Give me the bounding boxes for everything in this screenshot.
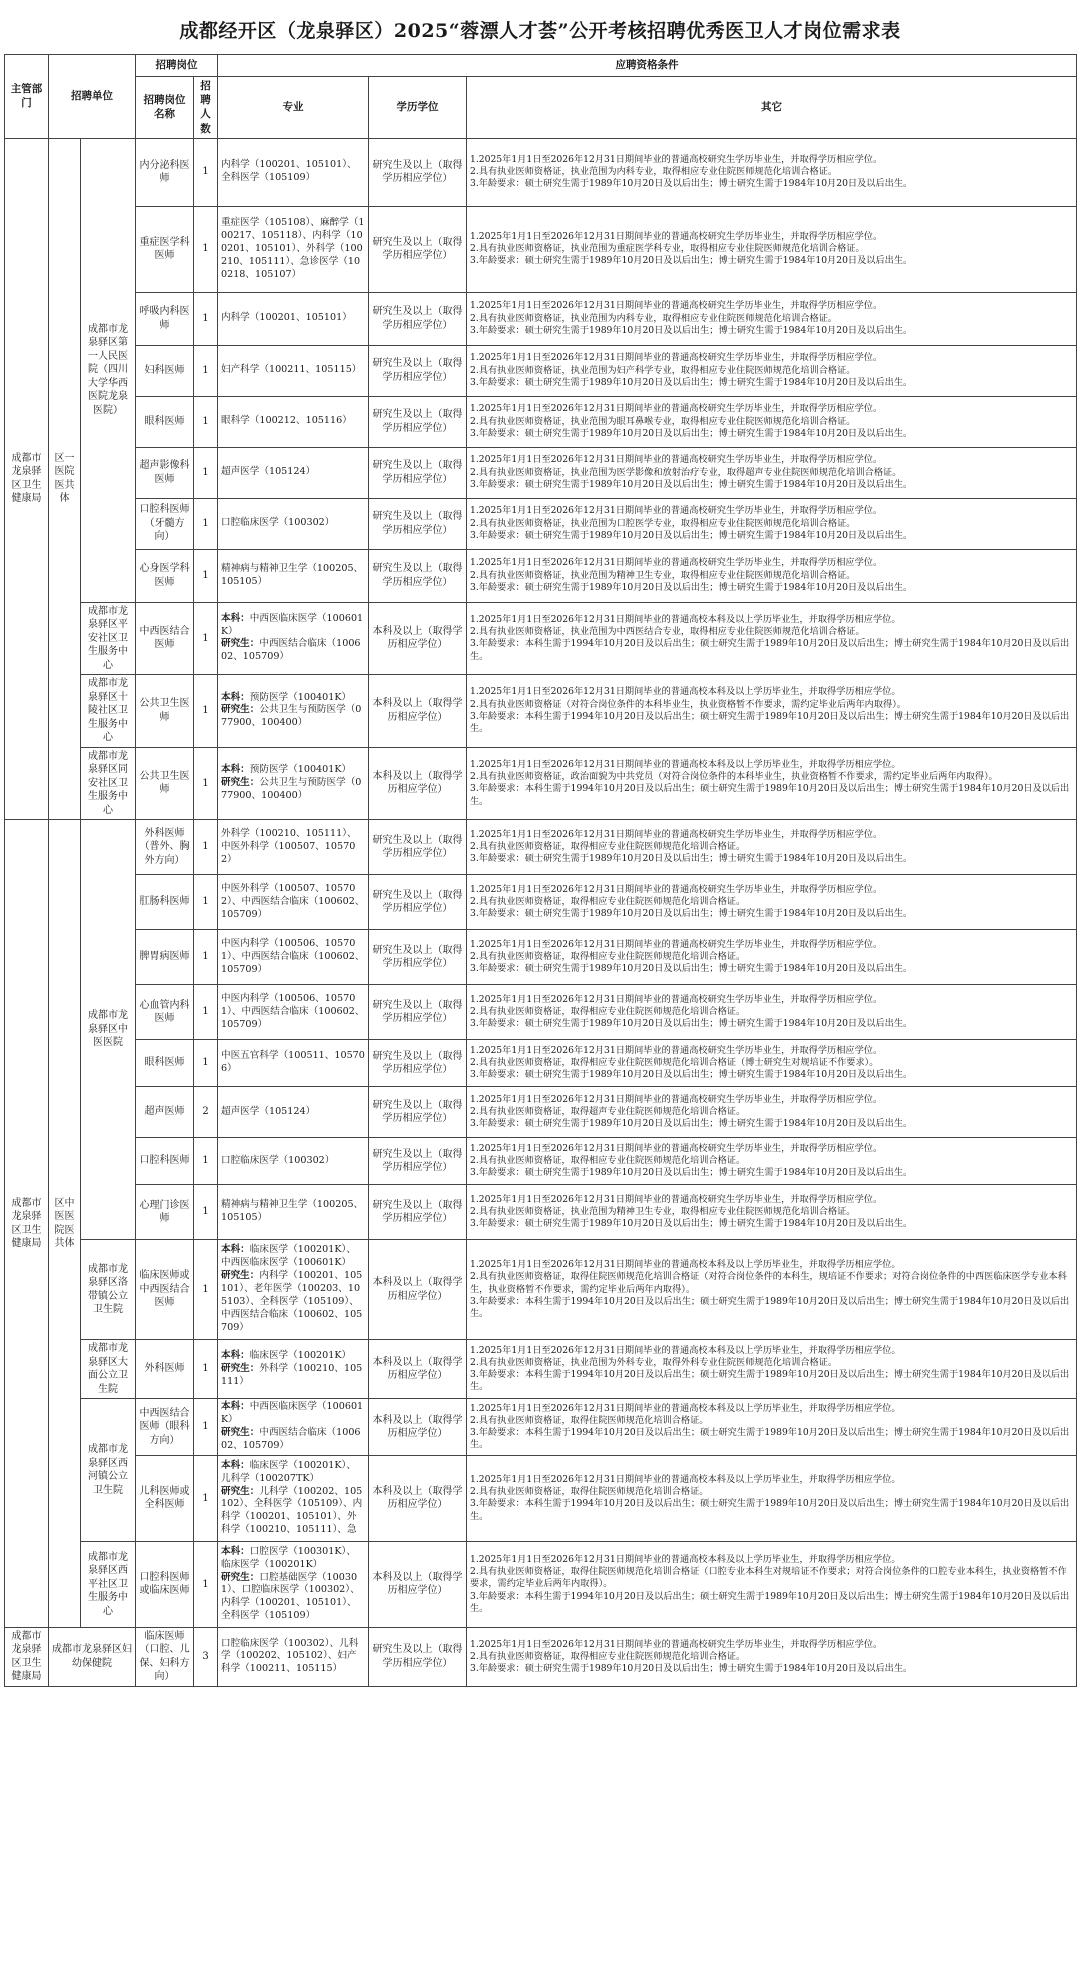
- unit-cell: 成都市龙泉驿区大面公立卫生院: [81, 1340, 136, 1399]
- major-cell: 中医五官科学（100511、105706）: [218, 1040, 369, 1087]
- requirements-cell: 1.2025年1月1日至2026年12月31日期间毕业的普通高校研究生学历毕业生，并取得学历相应学位。 2.具有执业医师资格证，取得相应专业住院医师规范化培训合格证。 3.年龄要求：硕士研究生需于1989年10月20日及以后出生；博士研究生需于1984年10月20日及以后出生。: [467, 820, 1077, 875]
- post-name-cell: 中西医结合医师（眼科方向）: [136, 1399, 194, 1456]
- degree-majors: 临床医学（100201K）、中西医临床医学（100601K）: [221, 1244, 356, 1269]
- education-cell: 本科及以上（取得学历相应学位）: [369, 1541, 467, 1627]
- post-name-cell: 眼科医师: [136, 396, 194, 447]
- requirements-cell: 1.2025年1月1日至2026年12月31日期间毕业的普通高校研究生学历毕业生，并取得学历相应学位。 2.具有执业医师资格证，执业范围为精神卫生专业，取得相应专业住院医师规范化培训合格证。 3.年龄要求：硕士研究生需于1989年10月20日及以后出生；博士研究生需于1984年10月20日及以后出生。: [467, 549, 1077, 602]
- post-count-cell: 1: [194, 206, 218, 292]
- requirements-cell: 1.2025年1月1日至2026年12月31日期间毕业的普通高校本科及以上学历毕业生，并取得学历相应学位。 2.具有执业医师资格证（对符合岗位条件的本科毕业生，执业资格暂不作要求，需约定毕业后两年内取得）。 3.年龄要求：本科生需于1994年10月20日及以后出生；硕士研究生需于1989年10月20日及以后出生；博士研究生需于1984年10月20日及以后出生。: [467, 675, 1077, 748]
- education-cell: 研究生及以上（取得学历相应学位）: [369, 1040, 467, 1087]
- table-row: [5, 396, 1077, 447]
- unit-cell: 成都市龙泉驿区洛带镇公立卫生院: [81, 1240, 136, 1340]
- post-count-cell: 1: [194, 747, 218, 820]
- table-row: [5, 820, 1077, 875]
- requirements-cell: 1.2025年1月1日至2026年12月31日期间毕业的普通高校本科及以上学历毕业生，并取得学历相应学位。 2.具有执业医师资格证，取得住院医师规范化培训合格证。 3.年龄要求：本科生需于1994年10月20日及以后出生；硕士研究生需于1989年10月20日及以后出生；博士研究生需于1984年10月20日及以后出生。: [467, 1399, 1077, 1456]
- major-cell: 口腔临床医学（100302）、儿科学（100202、105102）、妇产科学（100211、105115）: [218, 1627, 369, 1686]
- degree-label: 本科：: [221, 612, 250, 624]
- requirements-cell: 1.2025年1月1日至2026年12月31日期间毕业的普通高校研究生学历毕业生，并取得学历相应学位。 2.具有执业医师资格证，取得相应专业住院医师规范化培训合格证。 3.年龄要求：硕士研究生需于1989年10月20日及以后出生；博士研究生需于1984年10月20日及以后出生。: [467, 1627, 1077, 1686]
- degree-label: 研究生：: [221, 1270, 260, 1282]
- degree-majors: 中西医临床医学（100601K）: [221, 612, 364, 637]
- major-cell: [218, 675, 369, 748]
- degree-majors: 口腔基础医学（100301）、口腔临床医学（100302）、内科学（100201、105101）、全科医学（105109）: [221, 1571, 360, 1622]
- post-count-cell: 1: [194, 1185, 218, 1240]
- dept-cell: 成都市龙泉驿区卫生健康局: [5, 138, 49, 820]
- header-conditions: 应聘资格条件: [218, 55, 1077, 77]
- table-row: [5, 345, 1077, 396]
- major-cell: 眼科学（100212、105116）: [218, 396, 369, 447]
- table-row: [5, 1541, 1077, 1627]
- community-cell: 区中医医院医共体: [49, 820, 81, 1628]
- post-name-cell: 口腔科医师（牙髓方向）: [136, 498, 194, 549]
- post-count-cell: 1: [194, 875, 218, 930]
- education-cell: 研究生及以上（取得学历相应学位）: [369, 138, 467, 206]
- table-row: [5, 675, 1077, 748]
- major-cell: [218, 602, 369, 675]
- requirements-cell: 1.2025年1月1日至2026年12月31日期间毕业的普通高校本科及以上学历毕业生，并取得学历相应学位。 2.具有执业医师资格证，取得住院医师规范化培训合格证（口腔专业本科生对规培证不作要求；对符合岗位条件的口腔专业本科生，执业资格暂不作要求，需约定毕业后两年内取得）。 3.年龄要求：本科生需于1994年10月20日及以后出生；硕士研究生需于1989年10月20日及以后出生；博士研究生需于1984年10月20日及以后出生。: [467, 1541, 1077, 1627]
- community-cell: 区一医院医共体: [49, 138, 81, 820]
- major-cell: 精神病与精神卫生学（100205、105105）: [218, 549, 369, 602]
- degree-label: 本科：: [221, 1401, 250, 1413]
- degree-majors: 临床医学（100201K）: [249, 1349, 352, 1361]
- major-cell: [218, 1240, 369, 1340]
- major-cell: 重症医学（105108）、麻醉学（100217、105118）、内科学（100201、105101）、外科学（100210、105111）、急诊医学（100218、105107）: [218, 206, 369, 292]
- header-other: 其它: [467, 77, 1077, 139]
- education-cell: 本科及以上（取得学历相应学位）: [369, 1240, 467, 1340]
- major-cell: [218, 1399, 369, 1456]
- requirements-cell: 1.2025年1月1日至2026年12月31日期间毕业的普通高校研究生学历毕业生，并取得学历相应学位。 2.具有执业医师资格证，执业范围为精神卫生专业，取得相应专业住院医师规范化培训合格证。 3.年龄要求：硕士研究生需于1989年10月20日及以后出生；博士研究生需于1984年10月20日及以后出生。: [467, 1185, 1077, 1240]
- dept-cell: 成都市龙泉驿区卫生健康局: [5, 820, 49, 1628]
- post-name-cell: 呼吸内科医师: [136, 292, 194, 345]
- page-title: 成都经开区（龙泉驿区）2025“蓉漂人才荟”公开考核招聘优秀医卫人才岗位需求表: [179, 20, 901, 42]
- requirements-cell: 1.2025年1月1日至2026年12月31日期间毕业的普通高校研究生学历毕业生，并取得学历相应学位。 2.具有执业医师资格证，执业范围为眼耳鼻喉专业，取得相应专业住院医师规范化培训合格证。 3.年龄要求：硕士研究生需于1989年10月20日及以后出生；博士研究生需于1984年10月20日及以后出生。: [467, 396, 1077, 447]
- post-count-cell: 1: [194, 930, 218, 985]
- header-major: 专业: [218, 77, 369, 139]
- education-cell: 本科及以上（取得学历相应学位）: [369, 1340, 467, 1399]
- requirements-cell: 1.2025年1月1日至2026年12月31日期间毕业的普通高校研究生学历毕业生，并取得学历相应学位。 2.具有执业医师资格证，执业范围为内科专业，取得相应专业住院医师规范化培训合格证。 3.年龄要求：硕士研究生需于1989年10月20日及以后出生；博士研究生需于1984年10月20日及以后出生。: [467, 138, 1077, 206]
- unit-cell: 成都市龙泉驿区同安社区卫生服务中心: [81, 747, 136, 820]
- post-count-cell: 1: [194, 1541, 218, 1627]
- education-cell: 研究生及以上（取得学历相应学位）: [369, 498, 467, 549]
- education-cell: 本科及以上（取得学历相应学位）: [369, 747, 467, 820]
- table-row: [5, 1185, 1077, 1240]
- unit-cell: 成都市龙泉驿区西河镇公立卫生院: [81, 1399, 136, 1542]
- major-cell: 内科学（100201、105101）: [218, 292, 369, 345]
- table-row: [5, 1040, 1077, 1087]
- table-row: [5, 602, 1077, 675]
- education-cell: 研究生及以上（取得学历相应学位）: [369, 1138, 467, 1185]
- post-name-cell: 超声影像科医师: [136, 447, 194, 498]
- post-name-cell: 口腔科医师: [136, 1138, 194, 1185]
- post-name-cell: 临床医师（口腔、儿保、妇科方向）: [136, 1627, 194, 1686]
- dept-cell: 成都市龙泉驿区卫生健康局: [5, 1627, 49, 1686]
- degree-majors: 中西医临床医学（100601K）: [221, 1401, 364, 1426]
- post-count-cell: 1: [194, 1138, 218, 1185]
- post-count-cell: 1: [194, 1399, 218, 1456]
- major-cell: 外科学（100210、105111）、中医外科学（100507、105702）: [218, 820, 369, 875]
- education-cell: 研究生及以上（取得学历相应学位）: [369, 1185, 467, 1240]
- table-row: [5, 985, 1077, 1040]
- requirements-cell: 1.2025年1月1日至2026年12月31日期间毕业的普通高校研究生学历毕业生，并取得学历相应学位。 2.具有执业医师资格证，执业范围为妇产科学专业，取得相应专业住院医师规范化培训合格证。 3.年龄要求：硕士研究生需于1989年10月20日及以后出生；博士研究生需于1984年10月20日及以后出生。: [467, 345, 1077, 396]
- post-count-cell: 2: [194, 1087, 218, 1138]
- degree-label: 研究生：: [221, 1571, 260, 1583]
- post-count-cell: 1: [194, 985, 218, 1040]
- unit-cell: 成都市龙泉驿区中医医院: [81, 820, 136, 1240]
- education-cell: 研究生及以上（取得学历相应学位）: [369, 820, 467, 875]
- education-cell: 研究生及以上（取得学历相应学位）: [369, 345, 467, 396]
- major-cell: 妇产科学（100211、105115）: [218, 345, 369, 396]
- post-count-cell: 3: [194, 1627, 218, 1686]
- degree-label: 研究生：: [221, 638, 260, 650]
- post-count-cell: 1: [194, 675, 218, 748]
- post-count-cell: 1: [194, 138, 218, 206]
- table-row: [5, 930, 1077, 985]
- requirements-cell: 1.2025年1月1日至2026年12月31日期间毕业的普通高校研究生学历毕业生，并取得学历相应学位。 2.具有执业医师资格证，取得相应专业住院医师规范化培训合格证。 3.年龄要求：硕士研究生需于1989年10月20日及以后出生；博士研究生需于1984年10月20日及以后出生。: [467, 1138, 1077, 1185]
- degree-label: 研究生：: [221, 1485, 260, 1497]
- major-cell: 中医内科学（100506、105701）、中西医结合临床（100602、105709）: [218, 985, 369, 1040]
- degree-majors: 公共卫生与预防医学（077900、100400）: [221, 704, 362, 729]
- post-name-cell: 口腔科医师或临床医师: [136, 1541, 194, 1627]
- requirements-cell: 1.2025年1月1日至2026年12月31日期间毕业的普通高校本科及以上学历毕业生，并取得学历相应学位。 2.具有执业医师资格证，政治面貌为中共党员（对符合岗位条件的本科毕业生，执业资格暂不作要求，需约定毕业后两年内取得）。 3.年龄要求：本科生需于1994年10月20日及以后出生；硕士研究生需于1989年10月20日及以后出生；博士研究生需于1984年10月20日及以后出生。: [467, 747, 1077, 820]
- header-post-count: 招聘人数: [194, 77, 218, 139]
- table-row: [5, 1138, 1077, 1185]
- education-cell: 本科及以上（取得学历相应学位）: [369, 602, 467, 675]
- degree-majors: 口腔医学（100301K）、临床医学（100201K）: [221, 1545, 356, 1570]
- table-row: [5, 875, 1077, 930]
- post-name-cell: 重症医学科医师: [136, 206, 194, 292]
- table-row: [5, 447, 1077, 498]
- education-cell: 研究生及以上（取得学历相应学位）: [369, 396, 467, 447]
- education-cell: 研究生及以上（取得学历相应学位）: [369, 292, 467, 345]
- education-cell: 研究生及以上（取得学历相应学位）: [369, 549, 467, 602]
- requirements-cell: 1.2025年1月1日至2026年12月31日期间毕业的普通高校研究生学历毕业生，并取得学历相应学位。 2.具有执业医师资格证，取得相应专业住院医师规范化培训合格证。 3.年龄要求：硕士研究生需于1989年10月20日及以后出生；博士研究生需于1984年10月20日及以后出生。: [467, 875, 1077, 930]
- table-row: [5, 138, 1077, 206]
- table-row: [5, 206, 1077, 292]
- header-post-name: 招聘岗位名称: [136, 77, 194, 139]
- unit-cell: 成都市龙泉驿区十陵社区卫生服务中心: [81, 675, 136, 748]
- degree-majors: 预防医学（100401K）: [249, 691, 352, 703]
- degree-label: 本科：: [221, 1545, 250, 1557]
- education-cell: 研究生及以上（取得学历相应学位）: [369, 1087, 467, 1138]
- major-cell: 口腔临床医学（100302）: [218, 1138, 369, 1185]
- education-cell: 研究生及以上（取得学历相应学位）: [369, 447, 467, 498]
- header-post-group: 招聘岗位: [136, 55, 218, 77]
- degree-majors: 中西医结合临床（100602、105709）: [221, 1427, 361, 1451]
- post-name-cell: 脾胃病医师: [136, 930, 194, 985]
- education-cell: 研究生及以上（取得学历相应学位）: [369, 206, 467, 292]
- major-cell: 超声医学（105124）: [218, 447, 369, 498]
- requirements-cell: 1.2025年1月1日至2026年12月31日期间毕业的普通高校研究生学历毕业生，并取得学历相应学位。 2.具有执业医师资格证，执业范围为口腔医学专业，取得相应专业住院医师规范化培训合格证。 3.年龄要求：硕士研究生需于1989年10月20日及以后出生；博士研究生需于1984年10月20日及以后出生。: [467, 498, 1077, 549]
- table-row: [5, 292, 1077, 345]
- major-cell: [218, 1541, 369, 1627]
- post-name-cell: 公共卫生医师: [136, 747, 194, 820]
- post-name-cell: 妇科医师: [136, 345, 194, 396]
- degree-majors: 预防医学（100401K）: [249, 764, 352, 776]
- requirements-cell: 1.2025年1月1日至2026年12月31日期间毕业的普通高校研究生学历毕业生，并取得学历相应学位。 2.具有执业医师资格证，取得相应专业住院医师规范化培训合格证。 3.年龄要求：硕士研究生需于1989年10月20日及以后出生；博士研究生需于1984年10月20日及以后出生。: [467, 985, 1077, 1040]
- degree-label: 研究生：: [221, 704, 260, 716]
- post-name-cell: 临床医师或中西医结合医师: [136, 1240, 194, 1340]
- header-unit: 招聘单位: [49, 55, 136, 139]
- degree-majors: 中西医结合临床（100602、105709）: [221, 638, 361, 663]
- post-name-cell: 心血管内科医师: [136, 985, 194, 1040]
- major-cell: [218, 1455, 369, 1541]
- post-count-cell: 1: [194, 820, 218, 875]
- post-name-cell: 公共卫生医师: [136, 675, 194, 748]
- education-cell: 本科及以上（取得学历相应学位）: [369, 1455, 467, 1541]
- major-cell: 内科学（100201、105101）、全科医学（105109）: [218, 138, 369, 206]
- major-cell: 口腔临床医学（100302）: [218, 498, 369, 549]
- post-count-cell: 1: [194, 292, 218, 345]
- post-count-cell: 1: [194, 602, 218, 675]
- degree-majors: 内科学（100201、105101）、老年医学（100203、105103）、全科医学（105109）、中西医结合临床（100602、105709）: [221, 1270, 363, 1334]
- post-count-cell: 1: [194, 1040, 218, 1087]
- post-name-cell: 中西医结合医师: [136, 602, 194, 675]
- major-cell: [218, 1340, 369, 1399]
- post-name-cell: 心身医学科医师: [136, 549, 194, 602]
- post-name-cell: 心理门诊医师: [136, 1185, 194, 1240]
- degree-majors: 外科学（100210、105111）: [221, 1362, 363, 1387]
- post-count-cell: 1: [194, 345, 218, 396]
- post-name-cell: 儿科医师或全科医师: [136, 1455, 194, 1541]
- post-name-cell: 肛肠科医师: [136, 875, 194, 930]
- post-count-cell: 1: [194, 549, 218, 602]
- degree-majors: 临床医学（100201K）、儿科学（100207TK）: [221, 1459, 356, 1484]
- post-count-cell: 1: [194, 396, 218, 447]
- degree-majors: 儿科学（100202、105102）、全科医学（105109）、内科学（100201、105101）、外科学（100210、105111）、急: [221, 1485, 363, 1536]
- table-row: [5, 1455, 1077, 1541]
- post-count-cell: 1: [194, 498, 218, 549]
- requirements-cell: 1.2025年1月1日至2026年12月31日期间毕业的普通高校研究生学历毕业生，并取得学历相应学位。 2.具有执业医师资格证，取得相应专业住院医师规范化培训合格证（博士研究生对规培证不作要求）。 3.年龄要求：硕士研究生需于1989年10月20日及以后出生；博士研究生需于1984年10月20日及以后出生。: [467, 1040, 1077, 1087]
- post-name-cell: 外科医师: [136, 1340, 194, 1399]
- table-row: [5, 549, 1077, 602]
- post-name-cell: 超声医师: [136, 1087, 194, 1138]
- table-row: [5, 498, 1077, 549]
- degree-label: 研究生：: [221, 776, 260, 788]
- degree-label: 本科：: [221, 1244, 250, 1256]
- post-count-cell: 1: [194, 447, 218, 498]
- table-row: [5, 747, 1077, 820]
- table-row: [5, 1340, 1077, 1399]
- unit-cell: 成都市龙泉驿区妇幼保健院: [49, 1627, 136, 1686]
- requirements-cell: 1.2025年1月1日至2026年12月31日期间毕业的普通高校本科及以上学历毕业生，并取得学历相应学位。 2.具有执业医师资格证，执业范围为外科专业，取得外科专业住院医师规范化培训合格证。 3.年龄要求：本科生需于1994年10月20日及以后出生；硕士研究生需于1989年10月20日及以后出生；博士研究生需于1984年10月20日及以后出生。: [467, 1340, 1077, 1399]
- table-row: [5, 1399, 1077, 1456]
- degree-majors: 公共卫生与预防医学（077900、100400）: [221, 776, 362, 801]
- unit-cell: 成都市龙泉驿区西平社区卫生服务中心: [81, 1541, 136, 1627]
- requirements-cell: 1.2025年1月1日至2026年12月31日期间毕业的普通高校研究生学历毕业生，并取得学历相应学位。 2.具有执业医师资格证，执业范围为重症医学科专业，取得相应专业住院医师规范化培训合格证。 3.年龄要求：硕士研究生需于1989年10月20日及以后出生；博士研究生需于1984年10月20日及以后出生。: [467, 206, 1077, 292]
- degree-label: 本科：: [221, 1459, 250, 1471]
- degree-label: 本科：: [221, 691, 250, 703]
- education-cell: 研究生及以上（取得学历相应学位）: [369, 1627, 467, 1686]
- major-cell: 超声医学（105124）: [218, 1087, 369, 1138]
- major-cell: 中医外科学（100507、105702）、中西医结合临床（100602、105709）: [218, 875, 369, 930]
- major-cell: 精神病与精神卫生学（100205、105105）: [218, 1185, 369, 1240]
- table-row: [5, 1627, 1077, 1686]
- requirements-cell: 1.2025年1月1日至2026年12月31日期间毕业的普通高校研究生学历毕业生，并取得学历相应学位。 2.具有执业医师资格证，执业范围为内科专业，取得相应专业住院医师规范化培训合格证。 3.年龄要求：硕士研究生需于1989年10月20日及以后出生；博士研究生需于1984年10月20日及以后出生。: [467, 292, 1077, 345]
- unit-cell: 成都市龙泉驿区第一人民医院（四川大学华西医院龙泉医院）: [81, 138, 136, 602]
- major-cell: [218, 747, 369, 820]
- education-cell: 本科及以上（取得学历相应学位）: [369, 1399, 467, 1456]
- table-row: [5, 1087, 1077, 1138]
- recruitment-table: [4, 54, 1077, 1687]
- header-education: 学历学位: [369, 77, 467, 139]
- degree-label: 研究生：: [221, 1362, 260, 1374]
- education-cell: 本科及以上（取得学历相应学位）: [369, 675, 467, 748]
- requirements-cell: 1.2025年1月1日至2026年12月31日期间毕业的普通高校本科及以上学历毕业生，并取得学历相应学位。 2.具有执业医师资格证，执业范围为中西医结合专业，取得相应专业住院医师规范化培训合格证。 3.年龄要求：本科生需于1994年10月20日及以后出生；硕士研究生需于1989年10月20日及以后出生；博士研究生需于1984年10月20日及以后出生。: [467, 602, 1077, 675]
- post-count-cell: 1: [194, 1240, 218, 1340]
- education-cell: 研究生及以上（取得学历相应学位）: [369, 930, 467, 985]
- requirements-cell: 1.2025年1月1日至2026年12月31日期间毕业的普通高校研究生学历毕业生，并取得学历相应学位。 2.具有执业医师资格证，取得相应专业住院医师规范化培训合格证。 3.年龄要求：硕士研究生需于1989年10月20日及以后出生；博士研究生需于1984年10月20日及以后出生。: [467, 930, 1077, 985]
- major-cell: 中医内科学（100506、105701）、中西医结合临床（100602、105709）: [218, 930, 369, 985]
- requirements-cell: 1.2025年1月1日至2026年12月31日期间毕业的普通高校本科及以上学历毕业生，并取得学历相应学位。 2.具有执业医师资格证，取得住院医师规范化培训合格证（对符合岗位条件的本科生，规培证不作要求；对符合岗位条件的中西医临床医学专业本科生，执业资格暂不作要求，需约定毕业后两年内取得）。 3.年龄要求：本科生需于1994年10月20日及以后出生；硕士研究生需于1989年10月20日及以后出生；博士研究生需于1984年10月20日及以后出生。: [467, 1240, 1077, 1340]
- post-name-cell: 内分泌科医师: [136, 138, 194, 206]
- degree-label: 研究生：: [221, 1427, 260, 1439]
- post-name-cell: 眼科医师: [136, 1040, 194, 1087]
- post-count-cell: 1: [194, 1455, 218, 1541]
- requirements-cell: 1.2025年1月1日至2026年12月31日期间毕业的普通高校本科及以上学历毕业生，并取得学历相应学位。 2.具有执业医师资格证，取得住院医师规范化培训合格证。 3.年龄要求：本科生需于1994年10月20日及以后出生；硕士研究生需于1989年10月20日及以后出生；博士研究生需于1984年10月20日及以后出生。: [467, 1455, 1077, 1541]
- post-name-cell: 外科医师（普外、胸外方向）: [136, 820, 194, 875]
- requirements-cell: 1.2025年1月1日至2026年12月31日期间毕业的普通高校研究生学历毕业生，并取得学历相应学位。 2.具有执业医师资格证，取得超声专业住院医师规范化培训合格证。 3.年龄要求：硕士研究生需于1989年10月20日及以后出生；博士研究生需于1984年10月20日及以后出生。: [467, 1087, 1077, 1138]
- education-cell: 研究生及以上（取得学历相应学位）: [369, 985, 467, 1040]
- post-count-cell: 1: [194, 1340, 218, 1399]
- degree-label: 本科：: [221, 1349, 250, 1361]
- requirements-cell: 1.2025年1月1日至2026年12月31日期间毕业的普通高校研究生学历毕业生，并取得学历相应学位。 2.具有执业医师资格证，执业范围为医学影像和放射治疗专业，取得超声专业住院医师规范化培训合格证。 3.年龄要求：硕士研究生需于1989年10月20日及以后出生；博士研究生需于1984年10月20日及以后出生。: [467, 447, 1077, 498]
- unit-cell: 成都市龙泉驿区平安社区卫生服务中心: [81, 602, 136, 675]
- degree-label: 本科：: [221, 764, 250, 776]
- table-row: [5, 1240, 1077, 1340]
- header-dept: 主管部门: [5, 55, 49, 139]
- education-cell: 研究生及以上（取得学历相应学位）: [369, 875, 467, 930]
